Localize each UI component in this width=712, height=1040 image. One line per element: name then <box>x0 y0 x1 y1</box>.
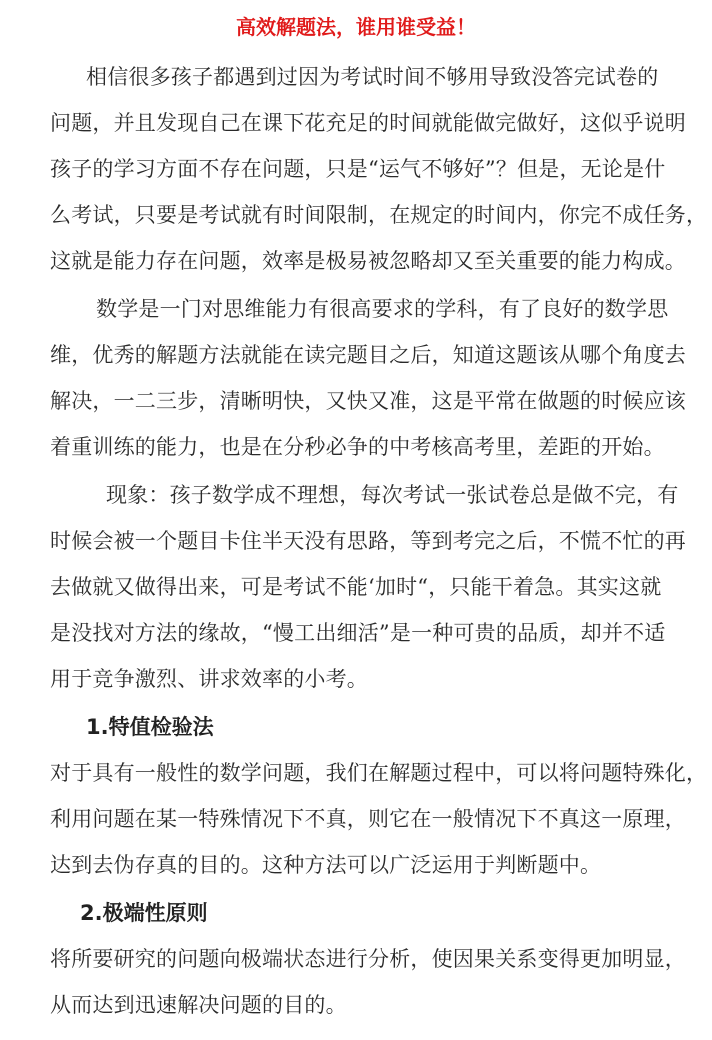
paragraph-3-line-1: 现象：孩子数学成不理想，每次考试一张试卷总是做不完，有 <box>106 483 679 507</box>
paragraph-3-line-2: 时候会被一个题目卡住半天没有思路，等到考完之后，不慌不忙的再 <box>50 529 686 553</box>
paragraph-1-line-5: 这就是能力存在问题，效率是极易被忽略却又至关重要的能力构成。 <box>50 249 686 273</box>
paragraph-2-line-2: 维，优秀的解题方法就能在读完题目之后，知道这题该从哪个角度去 <box>50 343 686 367</box>
paragraph-2-line-4: 着重训练的能力，也是在分秒必争的中考核高考里，差距的开始。 <box>50 435 665 459</box>
section-1-line-3: 达到去伪存真的目的。这种方法可以广泛运用于判断题中。 <box>50 853 602 877</box>
paragraph-2-line-3: 解决，一二三步，清晰明快，又快又准，这是平常在做题的时候应该 <box>50 389 686 413</box>
section-1-line-1: 对于具有一般性的数学问题，我们在解题过程中，可以将问题特殊化， <box>50 761 708 785</box>
paragraph-1-line-2: 问题，并且发现自己在课下花充足的时间就能做完做好，这似乎说明 <box>50 111 686 135</box>
section-1-heading: 1.特值检验法 <box>86 715 214 739</box>
article-title: 高效解题法，谁用谁受益！ <box>236 15 476 39</box>
section-2-line-2: 从而达到迅速解决问题的目的。 <box>50 993 347 1017</box>
paragraph-1-line-1: 相信很多孩子都遇到过因为考试时间不够用导致没答完试卷的 <box>86 65 659 89</box>
paragraph-1-line-3: 孩子的学习方面不存在问题，只是“运气不够好”？但是，无论是什 <box>50 157 666 181</box>
paragraph-2-line-1: 数学是一门对思维能力有很高要求的学科，有了良好的数学思 <box>96 297 669 321</box>
paragraph-1-line-4: 么考试，只要是考试就有时间限制，在规定的时间内，你完不成任务， <box>50 203 708 227</box>
section-1-line-2: 利用问题在某一特殊情况下不真，则它在一般情况下不真这一原理， <box>50 807 686 831</box>
paragraph-3-line-3: 去做就又做得出来，可是考试不能‘加时“，只能干着急。其实这就 <box>50 575 662 599</box>
section-2-heading: 2.极端性原则 <box>80 901 208 925</box>
section-2-line-1: 将所要研究的问题向极端状态进行分析，使因果关系变得更加明显， <box>50 947 686 971</box>
paragraph-3-line-5: 用于竞争激烈、讲求效率的小考。 <box>50 667 368 691</box>
paragraph-3-line-4: 是没找对方法的缘故，“慢工出细活”是一种可贵的品质，却并不适 <box>50 621 666 645</box>
